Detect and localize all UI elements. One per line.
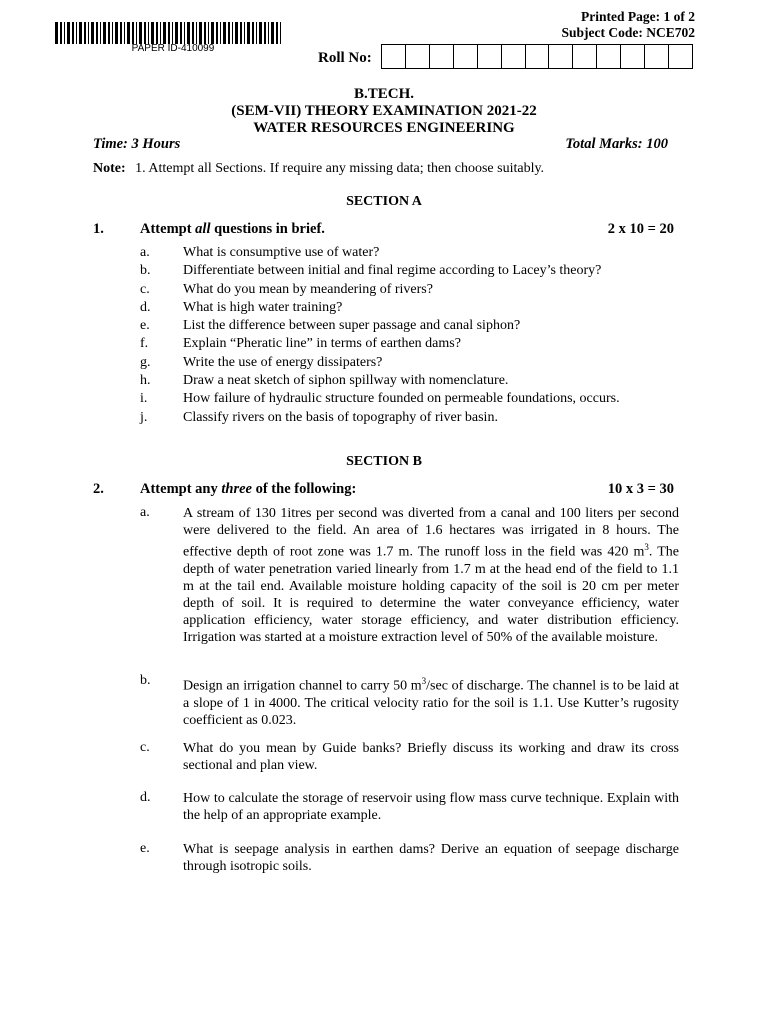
question-item (140, 299, 680, 317)
question-text: List the difference between super passage and canal siphon? (183, 318, 521, 334)
note-text: 1. Attempt all Sections. If require any missing data; then choose suitably. (135, 161, 545, 176)
roll-no-box[interactable] (669, 45, 692, 68)
roll-no-box[interactable] (406, 45, 430, 68)
superscript: 3 (421, 676, 427, 686)
question-letter: d. (140, 790, 151, 805)
question-letter: c. (140, 281, 150, 297)
subject-title: WATER RESOURCES ENGINEERING (253, 120, 515, 136)
note (93, 161, 544, 177)
roll-no-box[interactable] (478, 45, 502, 68)
question-letter: e. (140, 318, 150, 334)
question-text: A stream of 130 1itres per second was diverted from a canal and 100 liters per second were delivered to the field. An area of 1.6 hectares was irrigated in 8 hours. The effective depth of root zone was 1.7 m. The runoff loss in the field was 420 $m^3$. The depth of water penetration varied linearly from 1.7 m at the head end of the field to 1.1 m at the tail end. Available moisture holding capacity of the soil is 20 cm per meter depth of soil. It is required to determine the water conveyance efficiency, water application efficiency, water storage efficiency, and water distribution efficiency. Irrigation was started at a moisture extraction level of 50% of the available moisture. (183, 506, 679, 645)
question-item (140, 244, 680, 262)
roll-no-box[interactable] (621, 45, 645, 68)
question-text: What do you mean by Guide banks? Briefly discuss its working and draw its cross sectional and plan view. (183, 741, 679, 773)
printed-page: Printed Page: 1 of 2 (581, 9, 695, 24)
question-item (140, 335, 680, 353)
roll-no-box[interactable] (502, 45, 526, 68)
roll-no-box[interactable] (645, 45, 669, 68)
question-2-marks: 10 x 3 = 30 (607, 481, 674, 497)
question-letter: e. (140, 841, 150, 856)
question-text: Differentiate between initial and final regime according to Lacey’s theory? (183, 263, 602, 279)
question-item (140, 409, 680, 427)
degree-title: B.TECH. (353, 86, 414, 102)
question-item (140, 317, 680, 335)
roll-no-box[interactable] (526, 45, 550, 68)
question-text: What do you mean by meandering of rivers? (183, 281, 433, 297)
subject-code: Subject Code: NCE702 (561, 25, 695, 40)
time-label: Time: 3 Hours (93, 136, 181, 152)
question-1-marks: 2 x 10 = 20 (607, 221, 674, 237)
barcode-image (55, 22, 281, 44)
question-text: How to calculate the storage of reservoir using flow mass curve technique. Explain with the help of an appropriate example. (183, 791, 679, 823)
question-letter: a. (140, 245, 150, 260)
roll-no-box[interactable] (382, 45, 406, 68)
roll-no-label: Roll No: (318, 50, 372, 66)
roll-no-box[interactable] (549, 45, 573, 68)
question-item (140, 262, 680, 280)
question-letter: a. (140, 505, 150, 520)
note-label: Note: (93, 161, 126, 176)
section-a-question-list (140, 244, 680, 427)
question-text: How failure of hydraulic structure founded on permeable foundations, occurs. (183, 391, 620, 407)
question-letter: b. (140, 673, 151, 688)
roll-no-box[interactable] (430, 45, 454, 68)
section-b-heading: SECTION B (346, 454, 422, 469)
question-text: Explain “Pheratic line” in terms of earthen dams? (183, 336, 461, 352)
question-text: What is seepage analysis in earthen dams? Derive an equation of seepage discharge through isotropic soils. (183, 842, 679, 874)
question-item (140, 372, 680, 390)
question-2-number: 2. (93, 481, 104, 497)
question-text: Design an irrigation channel to carry 50 $m^3/\sec$ of discharge. The channel is to be laid at a slope of 1 in 4000. The critical velocity ratio for the soil is 1.1. Use Kutter’s rugosity coefficient as 0.023. (183, 676, 679, 728)
question-letter: h. (140, 373, 151, 389)
question-item (140, 281, 680, 299)
roll-no-box[interactable] (454, 45, 478, 68)
question-text: What is consumptive use of water? (183, 245, 380, 260)
question-letter: i. (140, 391, 148, 407)
total-marks: Total Marks: 100 (565, 136, 668, 152)
question-item (140, 390, 680, 408)
question-1-instruction: Attempt all questions in brief. (140, 221, 325, 237)
question-item (140, 354, 680, 372)
question-2-instruction: Attempt any three of the following: (140, 481, 357, 497)
question-text: What is high water training? (183, 299, 343, 315)
section-a-heading: SECTION A (346, 194, 422, 209)
superscript: 3 (644, 542, 649, 552)
exam-title: (SEM-VII) THEORY EXAMINATION 2021-22 (231, 103, 537, 119)
question-letter: c. (140, 740, 150, 755)
question-1-number: 1. (93, 221, 104, 237)
question-text: Write the use of energy dissipaters? (183, 354, 383, 370)
question-letter: b. (140, 263, 151, 279)
question-letter: d. (140, 299, 151, 315)
question-letter: f. (140, 336, 149, 352)
question-letter: j. (140, 409, 148, 425)
question-text: Classify rivers on the basis of topography of river basin. (183, 409, 498, 425)
question-letter: g. (140, 354, 151, 370)
roll-no-box[interactable] (573, 45, 597, 68)
roll-no-box[interactable] (597, 45, 621, 68)
roll-no-boxes[interactable] (381, 44, 693, 69)
question-text: Draw a neat sketch of siphon spillway with nomenclature. (183, 373, 509, 389)
paper-id: PAPER ID-410099 (131, 43, 215, 54)
